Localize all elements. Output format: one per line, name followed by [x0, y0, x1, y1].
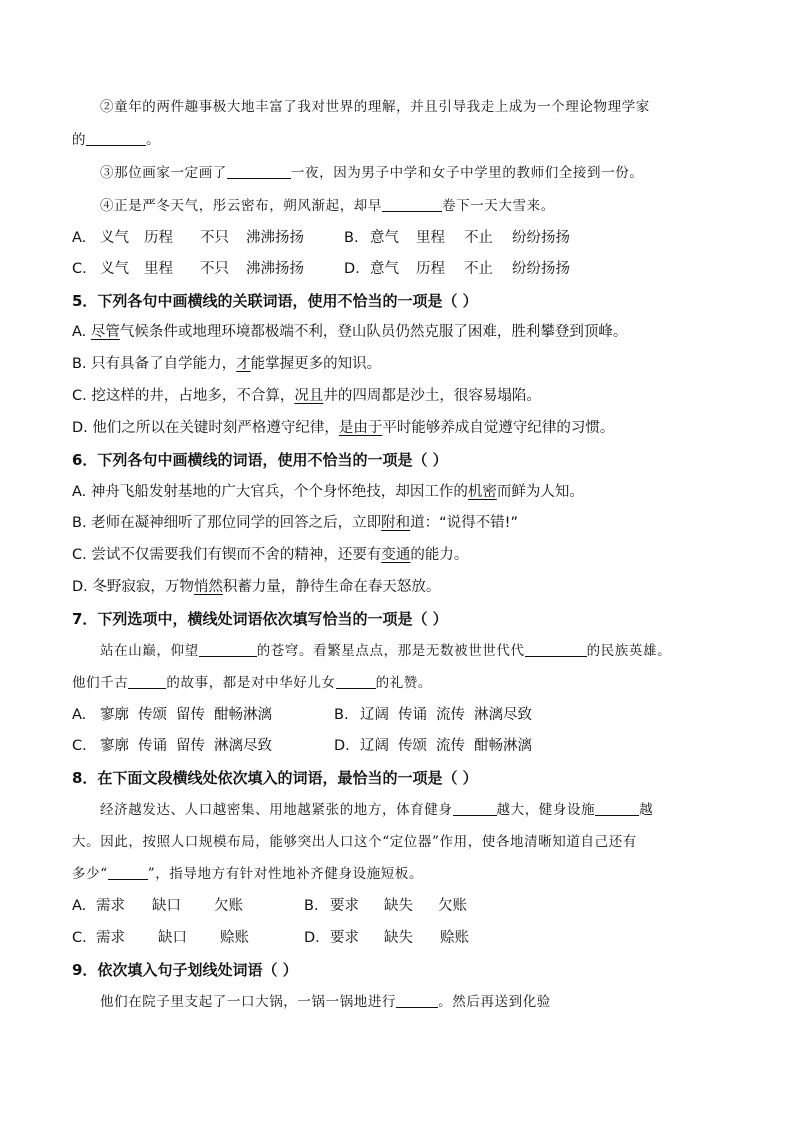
q4-sentence-2: ②童年的两件趣事极大地丰富了我对世界的理解，并且引导我走上成为一个理论物理学家: [100, 99, 650, 115]
q8-options-row-2: C. 需求 缺口 赊账 D. 要求 缺失 赊账: [72, 930, 469, 946]
option-label: B.: [334, 707, 349, 723]
option-label: A.: [72, 230, 87, 246]
question-8-stem: 8．在下面文段横线处依次填入的词语，最恰当的一项是（ ）: [72, 769, 478, 787]
fill-blank: [128, 674, 166, 689]
q4-sentence-4: ④正是严冬天气，彤云密布，朔风渐起，却早 卷下一天大雪来。: [100, 198, 555, 214]
option-label: B.: [344, 230, 359, 246]
option-label: D.: [334, 738, 350, 754]
option-label: A.: [72, 898, 87, 914]
q7-options-row-1: A. 寥廓 传颂 留传 酣畅淋漓 B. 辽阔 传诵 流传 淋漓尽致: [72, 707, 532, 723]
option-label: B.: [304, 898, 319, 914]
option-label: C.: [72, 261, 87, 277]
q9-passage-line-1: 他们在院子里支起了一口大锅，一锅一锅地进行 。然后再送到化验: [100, 994, 551, 1010]
q7-options-row-2: C. 寥廓 传诵 留传 淋漓尽致 D. 辽阔 传颂 流传 酣畅淋漓: [72, 738, 532, 754]
option-label: C.: [72, 738, 87, 754]
fill-blank: [336, 674, 376, 689]
question-5-stem: 5．下列各句中画横线的关联词语，使用不恰当的一项是（ ）: [72, 292, 478, 310]
q6-option-b: B. 老师在凝神细听了那位同学的回答之后，立即附和道：“说得不错!”: [72, 515, 519, 531]
fill-blank: [199, 642, 257, 657]
option-label: A.: [72, 707, 87, 723]
q7-passage-line-2: 他们千古 的故事，都是对中华好儿女 的礼赞。: [72, 675, 433, 691]
q4-sentence-3: ③那位画家一定画了 一夜，因为男子中学和女子中学里的教师们全接到一份。: [100, 165, 644, 181]
option-label: D.: [344, 261, 360, 277]
q4-options-row-1: A. 义气 历程 不只 沸沸扬扬 B. 意气 里程 不止 纷纷扬扬: [72, 230, 570, 246]
fill-blank: [453, 801, 497, 816]
q5-option-b: B. 只有具备了自学能力，才能掌握更多的知识。: [72, 356, 382, 372]
q4-sentence-2-cont: 的 。: [72, 132, 161, 148]
fill-blank: [382, 197, 442, 212]
q6-option-c: C. 尝试不仅需要我们有锲而不舍的精神，还要有变通的能力。: [72, 547, 469, 563]
fill-blank: [525, 642, 587, 657]
question-9-stem: 9．依次填入句子划线处词语（ ）: [72, 961, 298, 979]
question-6-stem: 6．下列各句中画横线的词语，使用不恰当的一项是（ ）: [72, 451, 448, 469]
q8-passage-line-2: 大。因此，按照人口规模布局，能够突出人口这个“定位器”作用，使各地清晰知道自己还有: [72, 834, 637, 850]
q4-options-row-2: C. 义气 里程 不只 沸沸扬扬 D. 意气 历程 不止 纷纷扬扬: [72, 261, 570, 277]
q6-option-a: A. 神舟飞船发射基地的广大官兵，个个身怀绝技，却因工作的机密而鲜为人知。: [72, 484, 584, 500]
q8-passage-line-3: 多少“ ”，指导地方有针对性地补齐健身设施短板。: [72, 866, 424, 882]
option-label: D.: [304, 930, 320, 946]
fill-blank: [595, 801, 639, 816]
fill-blank: [396, 993, 438, 1008]
option-label: C.: [72, 930, 87, 946]
q5-option-a: A. 尽管气候条件或地理环境都极端不利，登山队员仍然克服了困难，胜利攀登到顶峰。: [72, 324, 628, 340]
q8-options-row-1: A. 需求 缺口 欠账 B. 要求 缺失 欠账: [72, 898, 467, 914]
q5-option-c: C. 挖这样的井，占地多，不合算，况且井的四周都是沙土，很容易塌陷。: [72, 388, 541, 404]
q5-option-d: D. 他们之所以在关键时刻严格遵守纪律，是由于平时能够养成自觉遵守纪律的习惯。: [72, 420, 615, 436]
question-7-stem: 7．下列选项中，横线处词语依次填写恰当的一项是（ ）: [72, 610, 448, 628]
fill-blank: [86, 131, 146, 146]
q6-option-d: D. 冬野寂寂，万物悄然积蓄力量，静待生命在春天怒放。: [72, 579, 441, 595]
fill-blank: [227, 164, 291, 179]
q7-passage-line-1: 站在山巅，仰望 的苍穹。看繁星点点，那是无数被世世代代 的民族英雄。: [100, 643, 672, 659]
q8-passage-line-1: 经济越发达、人口越密集、用地越紧张的地方，体育健身 越大，健身设施 越: [100, 802, 654, 818]
fill-blank: [108, 865, 148, 880]
